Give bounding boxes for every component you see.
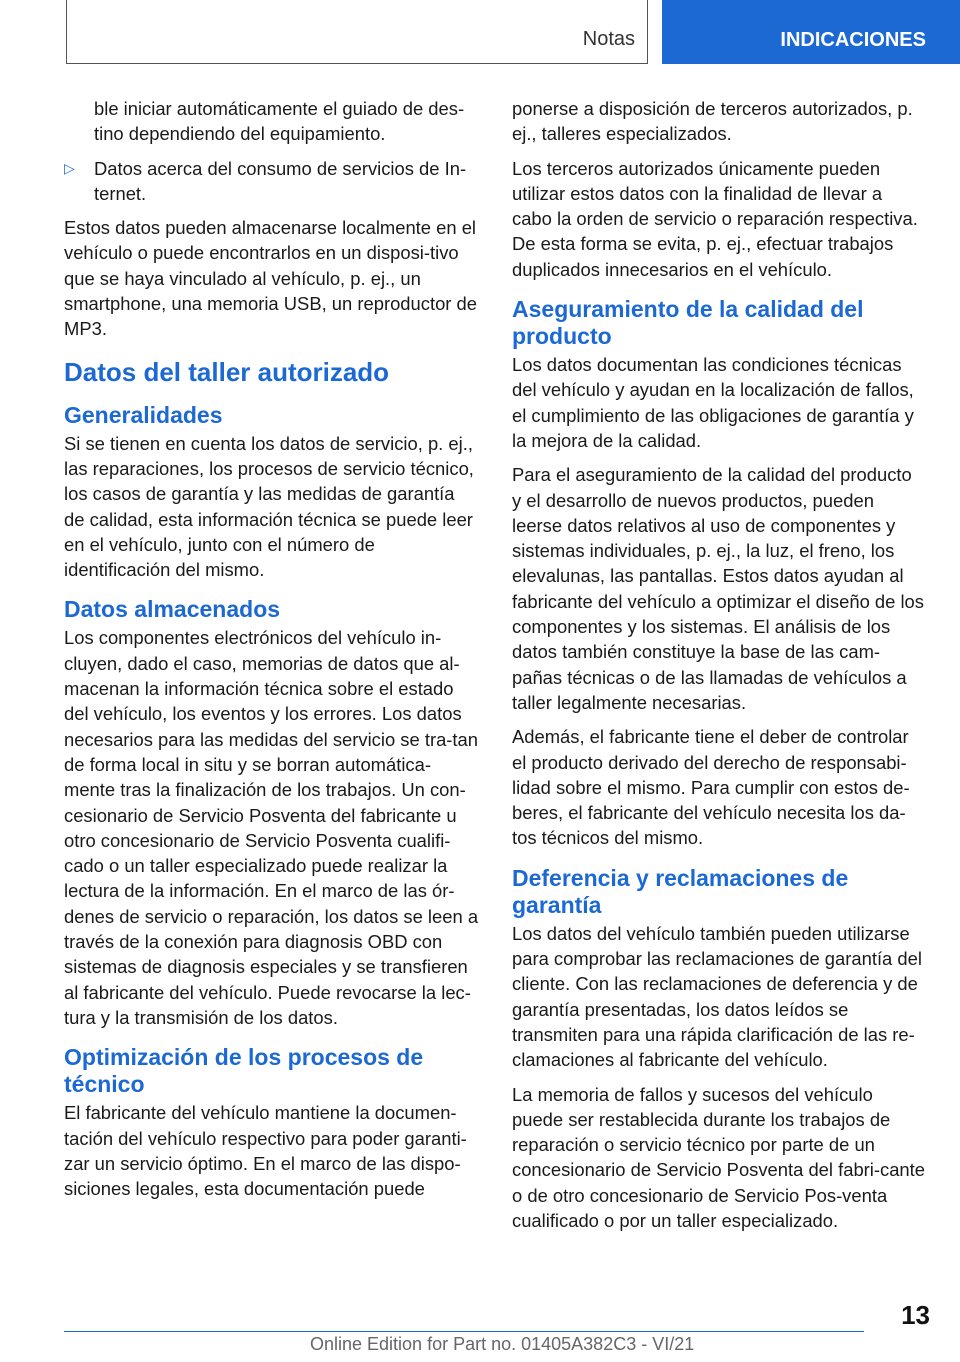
subsection-heading: Datos almacenados [64, 596, 281, 623]
paragraph: Si se tienen en cuenta los datos de servicio, p. ej., las reparaciones, los procesos de servicio técnico, los casos de garantía y las medidas de garantía de calidad, esta información técnica se puede leer en el vehículo, junto con el número de identificación del mismo. [64, 432, 474, 581]
subsection-heading: Generalidades [64, 401, 223, 428]
paragraph: ponerse a disposición de terceros autorizados, p. ej., talleres especializados. [512, 98, 913, 145]
paragraph: Los datos documentan las condiciones técnicas del vehículo y ayudan en la localización de fallos, el cumplimiento de las obligaciones de garantía y la mejora de la calidad. [512, 354, 914, 451]
page-number: 13 [901, 1300, 930, 1330]
right-column [512, 96, 926, 1242]
triangle-bullet-icon: ▷ [64, 159, 75, 176]
left-column [64, 96, 480, 1210]
paragraph: El fabricante del vehículo mantiene la documen-tación del vehículo respectivo para poder garanti-zar un servicio óptimo. En el marco de las dispo-siciones legales, esta documentación puede [64, 1102, 467, 1200]
paragraph: Los datos del vehículo también pueden utilizarse para comprobar las reclamaciones de garantía del cliente. Con las reclamaciones de deferencia y de garantía presentadas, los datos leídos se transmiten para una rápida clarificación de las re-clamaciones al fabricante del vehículo. [512, 922, 922, 1071]
paragraph: La memoria de fallos y sucesos del vehículo puede ser restablecida durante los trabajos de reparación o servicio técnico por parte de un concesionario de Servicio Posventa del fabri-cante o de otro concesionario de Servicio Pos-venta cualificado o por un taller especializado. [512, 1083, 925, 1231]
header-chapter-tab[interactable] [662, 0, 960, 64]
paragraph: Estos datos pueden almacenarse localmente en el vehículo o puede encontrarlos en un disposi-tivo que se haya vinculado al vehículo, p. ej., un smartphone, una memoria USB, un reproductor de MP3. [64, 217, 477, 340]
footer-divider [64, 1331, 864, 1332]
subsection-heading: Deferencia y reclamaciones de garantía [512, 864, 849, 918]
subsection-heading: Aseguramiento de la calidad del producto [512, 296, 864, 350]
list-item [64, 156, 480, 207]
left-continued-bullet-text: ble iniciar automáticamente el guiado de des-tino dependiendo del equipamiento. [94, 98, 465, 145]
list-item-text: Datos acerca del consumo de servicios de In-ternet. [94, 157, 467, 204]
paragraph: Los terceros autorizados únicamente pueden utilizar estos datos con la finalidad de llevar a cabo la orden de servicio o reparación respectiva. De esta forma se evita, p. ej., efectuar trabajos duplicados innecesarios en el vehículo. [512, 157, 918, 280]
subsection-heading: Optimización de los procesos de técnico [64, 1044, 424, 1098]
paragraph: Además, el fabricante tiene el deber de controlar el producto derivado del derecho de responsabi-lidad sobre el mismo. Para cumplir con estos de-beres, el fabricante del vehículo necesita los da-tos técnicos del mismo. [512, 726, 910, 849]
paragraph: Los componentes electrónicos del vehículo in-cluyen, dado el caso, memorias de datos que al-macenan la información técnica sobre el estado del vehículo, los eventos y los errores. Los datos necesarios para las medidas del servicio se tra-tan de forma local in situ y se borran automática-mente tras la finalización de los trabajos. Un con-cesionario de Servicio Posventa del fabricante u otro concesionario de Servicio Posventa cualifi-cado o un taller especializado puede realizar la lectura de la información. En el marco de las ór-denes de servicio o reparación, los datos se leen a través de la conexión para diagnosis OBD con sistemas de diagnosis especiales y se transfieren al fabricante del vehículo. Puede revocarse la lec-tura y la transmisión de los datos. [64, 627, 479, 1028]
header-chapter-label: INDICACIONES [780, 29, 926, 51]
paragraph: Para el aseguramiento de la calidad del producto y el desarrollo de nuevos productos, pueden leerse datos relativos al uso de componentes y sistemas individuales, p. ej., la luz, el freno, los elevalunas, las pantallas. Estos datos ayudan al fabricante del vehículo a optimizar el diseño de los componentes y los sistemas. El análisis de los datos también constituye la base de las cam-pañas técnicas o de las llamadas de vehículos a taller legalmente necesarias. [512, 464, 924, 713]
footer-edition: Online Edition for Part no. 01405A382C3 - VI/21 [310, 1334, 695, 1354]
section-heading: Datos del taller autorizado [64, 356, 390, 387]
header-section-label: Notas [582, 28, 635, 50]
header-frame [66, 0, 648, 64]
